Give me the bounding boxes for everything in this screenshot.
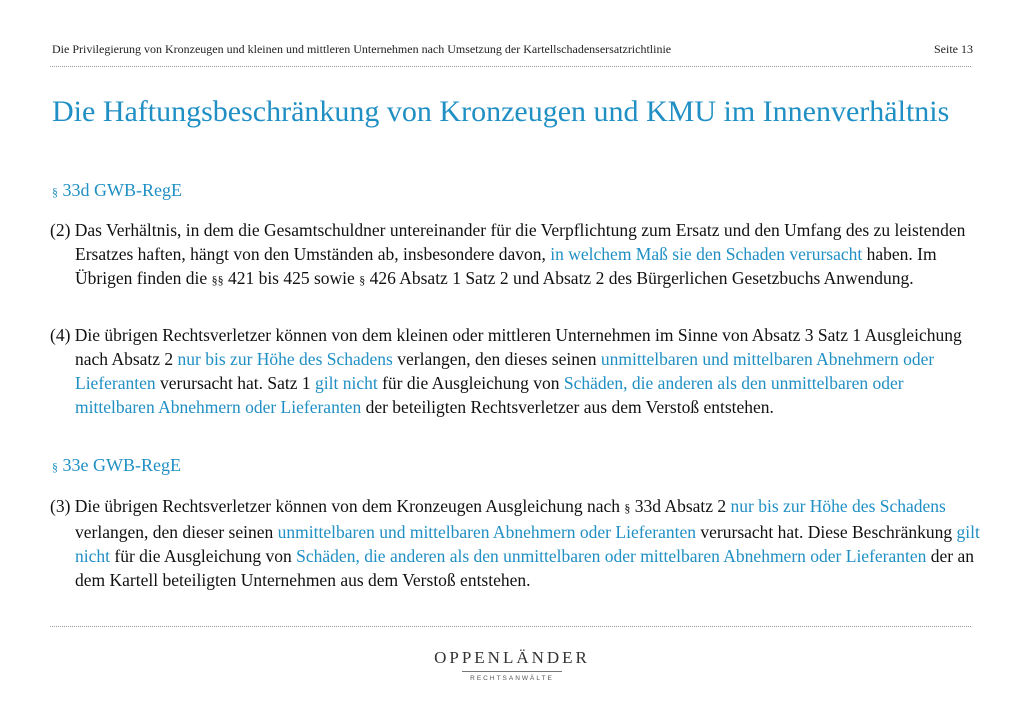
text-run: für die Ausgleichung von	[377, 373, 564, 393]
text-run: der an dem Kartell beteiligten Unternehmen aus dem Verstoß entstehen.	[75, 546, 975, 590]
text-run: verlangen, den dieser seinen	[75, 522, 278, 542]
text-run: 421 bis 425 sowie	[223, 268, 360, 288]
highlight-run: Schäden, die anderen als den unmittelbaren oder mittelbaren Abnehmern oder Lieferanten	[75, 373, 904, 417]
logo-rule	[462, 671, 562, 672]
section-symbol: §§	[211, 273, 224, 287]
text-run: haben. Im Übrigen finden die	[75, 244, 937, 288]
highlight-run: unmittelbaren und mittelbaren Abnehmern oder Lieferanten	[75, 349, 935, 393]
logo-subtitle: RECHTSANWÄLTE	[470, 675, 554, 682]
section-symbol: §	[52, 460, 58, 474]
paragraph-33e-3	[50, 494, 985, 592]
page-number: Seite 13	[934, 42, 973, 56]
section-symbol: §	[52, 185, 58, 199]
highlight-run: nur bis zur Höhe des Schadens	[177, 349, 393, 369]
header-divider	[50, 66, 971, 67]
section-heading-text: 33e GWB-RegE	[58, 455, 181, 475]
section-heading-text: 33d GWB-RegE	[58, 180, 182, 200]
text-run: 426 Absatz 1 Satz 2 und Absatz 2 des Bürgerlichen Gesetzbuchs Anwendung.	[365, 268, 914, 288]
highlight-run: nur bis zur Höhe des Schadens	[730, 496, 946, 516]
paragraph-33d-2	[50, 218, 985, 292]
section-symbol: §	[359, 273, 366, 287]
section-heading-33e	[52, 455, 181, 476]
logo-wordmark: OPPENLÄNDER	[434, 648, 590, 667]
highlight-run: gilt nicht	[315, 373, 378, 393]
text-run: für die Ausgleichung von	[110, 546, 297, 566]
footer-divider	[50, 626, 971, 627]
paragraph-33d-4	[50, 323, 985, 419]
highlight-run: unmittelbaren und mittelbaren Abnehmern oder Lieferanten	[277, 522, 697, 542]
slide-title: Die Haftungsbeschränkung von Kronzeugen und KMU im Innenverhältnis	[52, 95, 950, 128]
text-run: verlangen, den dieses seinen	[392, 349, 601, 369]
running-header: Die Privilegierung von Kronzeugen und kleinen und mittleren Unternehmen nach Umsetzung der Kartellschadensersatzrichtlinie	[52, 42, 672, 56]
text-run: der beteiligten Rechtsverletzer aus dem Verstoß entstehen.	[361, 397, 774, 417]
section-symbol: §	[624, 501, 631, 515]
text-run: (3) Die übrigen Rechtsverletzer können von dem Kronzeugen Ausgleichung nach	[50, 496, 625, 516]
highlight-run: gilt nicht	[75, 522, 980, 566]
company-logo	[412, 648, 612, 682]
text-run: (2) Das Verhältnis, in dem die Gesamtschuldner untereinander für die Verpflichtung zum Ersatz und den Umfang des zu leistenden Ersatzes haften, hängt von den Umständen ab, insbesondere davon,	[50, 220, 966, 264]
text-run: (4) Die übrigen Rechtsverletzer können von dem kleinen oder mittleren Unternehmen im Sinne von Absatz 3 Satz 1 Ausgleichung nach Absatz 2	[50, 325, 962, 369]
text-run: verursacht hat. Diese Beschränkung	[696, 522, 957, 542]
highlight-run: in welchem Maß sie den Schaden verursacht	[550, 244, 863, 264]
section-heading-33d	[52, 180, 182, 201]
highlight-run: Schäden, die anderen als den unmittelbaren oder mittelbaren Abnehmern oder Lieferanten	[296, 546, 927, 566]
text-run: 33d Absatz 2	[630, 496, 731, 516]
text-run: verursacht hat. Satz 1	[155, 373, 316, 393]
